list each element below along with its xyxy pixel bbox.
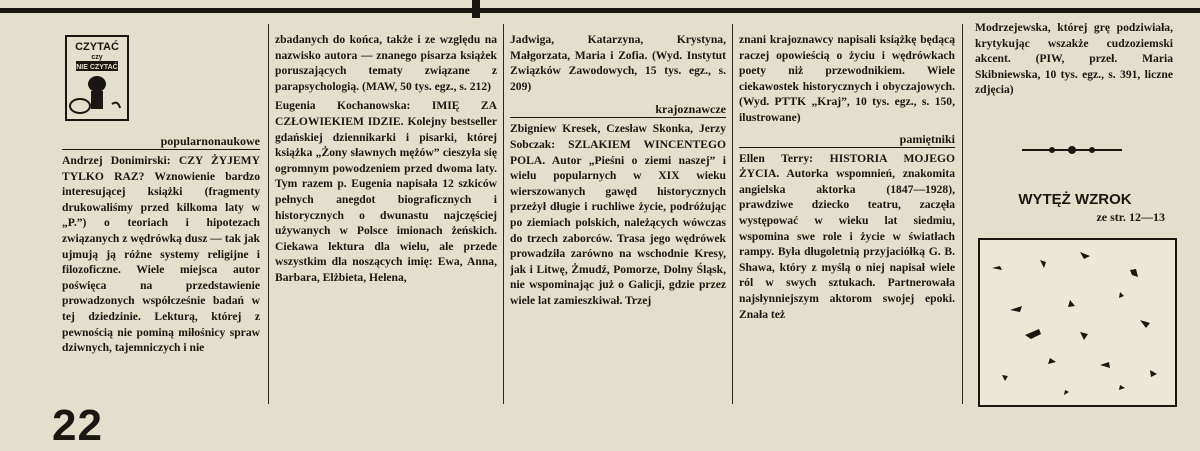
puzzle-image: [978, 238, 1177, 407]
puzzle-subtitle: ze str. 12—13: [1096, 210, 1165, 224]
logo-line1: CZYTAĆ: [75, 41, 119, 53]
column-divider: [503, 24, 504, 404]
top-rule: [0, 8, 1200, 13]
review-continuation: Jadwiga, Katarzyna, Krystyna, Małgorzata, Maria i Zofia. (Wyd. Instytut Związków Zawodowych, 15 tys. egz., s. 209): [510, 33, 726, 93]
column-5: [975, 20, 1173, 130]
review-kochanowska: [275, 98, 497, 285]
review-text: CZY ŻYJEMY TYLKO RAZ? Wznowienie bardzo interesującej książki (fragmenty drukowaliśmy przed kilkoma laty w „P.”) o teoriach i hipotezach związanych z wędrówką dusz — tak jak ujmują ją różne systemy religijne i filozoficzne. Wiele miejsca autor poświęca na przedstawienie prowadzonych współcześnie badań w tej dziedzinie. Lekturą, której z pewnością nie pominą miłośnicy spraw dziwnych, tajemniczych i nie: [62, 154, 260, 355]
review-terry: [739, 151, 955, 323]
review-text: SZLAKIEM WINCENTEGO POLA. Autor „Pieśni o ziemi naszej” i wielu popularnych w XIX wieku wierszowanych gawęd historycznych przeżył długie i ruchliwe życie, podróżując po ziemiach polskich, należących wówczas do trzech zaborców. Trasa jego wędrówek prowadziła zarówno na wschodnie Kresy, jak i Litwę, Żmudź, Pomorze, Dolny Śląsk, nie wspominając już o Galicji, gdzie przez wiele lat zamieszkiwał. Trzej: [510, 137, 726, 307]
review-author: Zbigniew Kresek, Czesław Skonka, Jerzy Sobczak:: [510, 122, 726, 151]
divider-ornament-icon: [1022, 142, 1122, 158]
column-1: [62, 132, 260, 404]
column-3: [510, 32, 726, 404]
section-heading-travel: krajoznawcze: [510, 102, 726, 118]
top-mark: [472, 0, 480, 18]
review-kresek: [510, 121, 726, 308]
page-number: 22: [52, 401, 103, 450]
section-heading-popular-science: popularnonaukowe: [62, 134, 260, 150]
column-divider: [962, 24, 963, 404]
review-continuation: znani krajoznawcy napisali książkę będącą raczej opowieścią o życiu i wędrówkach poety niż przewodnikiem. Wiele ciekawostek historycznych i obyczajowych. (Wyd. PTTK „Kraj”, 10 tys. egz., s. 150, ilustrowane): [739, 33, 955, 124]
logo-line2: czy: [91, 54, 103, 61]
review-author: Andrzej Donimirski:: [62, 154, 171, 167]
column-divider: [268, 24, 269, 404]
review-text: IMIĘ ZA CZŁOWIEKIEM IDZIE. Kolejny bestseller gdańskiej dziennikarki i pisarki, której książka „Żony sławnych mężów” cieszyła się ogromnym powodzeniem przed dwoma laty. Tym razem p. Eugenia napisała 12 szkiców pełnych anegdot biograficznych i historycznych o dwunastu najczęściej używanych w Polsce imionach żeńskich. Ciekawa lektura dla wielu, ale przede wszystkim dla noszących imię: Ewa, Anna, Barbara, Elżbieta, Helena,: [275, 99, 497, 284]
review-author: Eugenia Kochanowska:: [275, 99, 411, 113]
column-divider: [732, 24, 733, 404]
column-2: [275, 32, 497, 404]
review-continuation: Modrzejewska, której grę podziwiała, krytykując wszakże cudzoziemski akcent. (PIW, przeł. Maria Skibniewska, 10 tys. egz., s. 391, liczne zdjęcia): [975, 21, 1173, 97]
reader-logo-icon: [62, 34, 132, 122]
column-4: [739, 32, 955, 404]
logo-line3: NIE CZYTAĆ: [76, 64, 118, 71]
review-text: HISTORIA MOJEGO ŻYCIA. Autorka wspomnień, znakomita angielska aktorka (1847—1928), prawdziwe dziecko teatru, zaczęła występować w wieku lat siedmiu, wspomina swe role i życie w światłach rampy. Była długoletnią przyjaciółką G. B. Shawa, który z myślą o niej napisał wiele ról w swych sztukach. Partnerowała najsłynniejszym aktorom swojej epoki. Znała też: [739, 151, 955, 321]
review-donimirski: [62, 153, 260, 356]
review-author: Ellen Terry:: [739, 151, 813, 165]
puzzle-fragments-icon: [980, 240, 1175, 405]
section-heading-memoirs: pamiętniki: [739, 132, 955, 148]
puzzle-title: WYTĘŻ WZROK: [1018, 191, 1132, 208]
review-continuation: zbadanych do końca, także i ze względu na nazwisko autora — znanego pisarza książek poruszających tematy związane z parapsychologią. (MAW, 50 tys. egz., s. 212): [275, 33, 497, 93]
